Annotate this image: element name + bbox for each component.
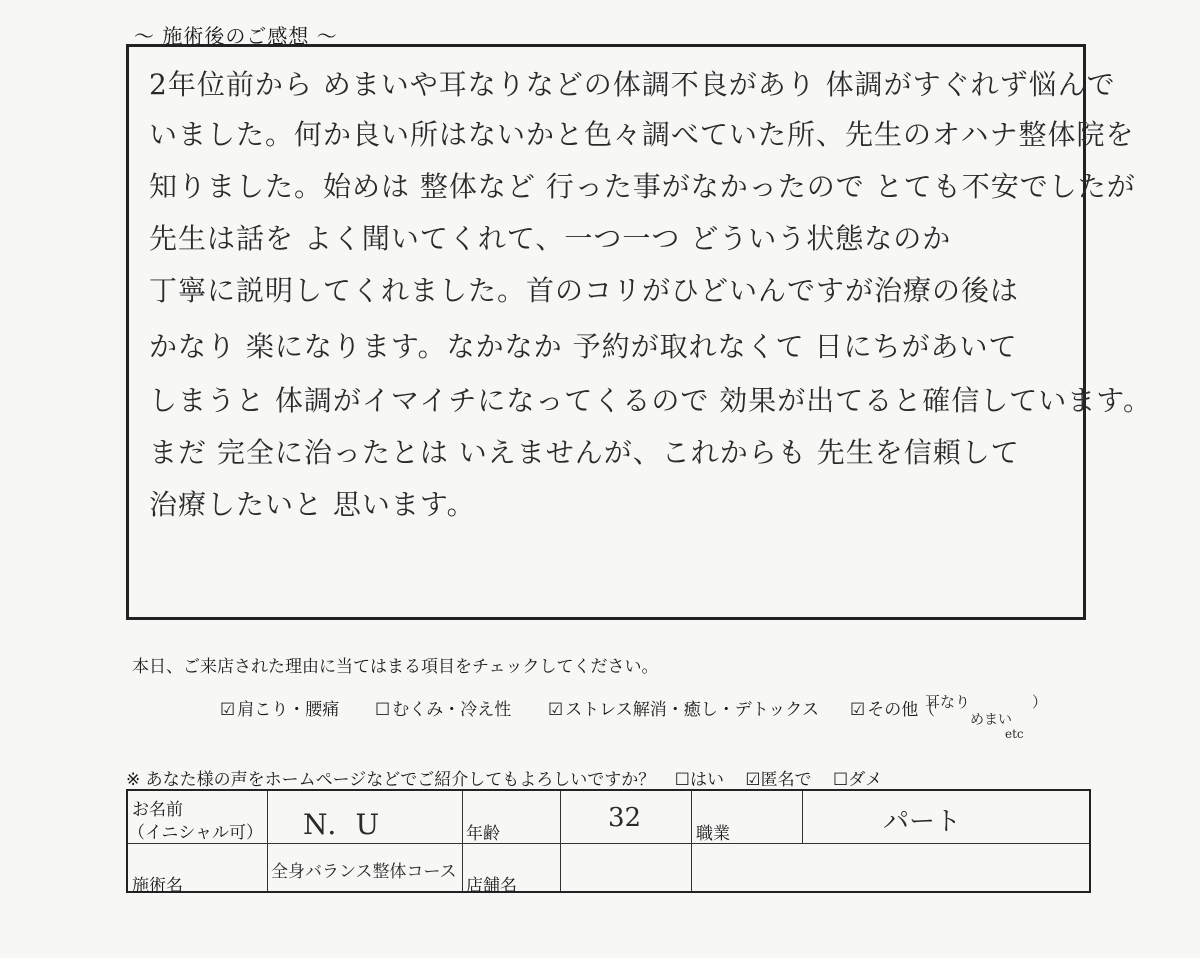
comment-line: いました。何か良い所はないかと色々調べていた所、先生のオハナ整体院を [149,118,1135,151]
name-value[interactable]: N．U [303,808,380,841]
treatment-value[interactable]: 全身バランス整体コース [271,862,457,882]
reason-prompt: 本日、ご来店された理由に当てはまる項目をチェックしてください。 [132,657,659,677]
checkbox-checked-icon[interactable]: ☑ [850,700,866,720]
treatment-label: 施術名 [132,876,183,896]
job-label: 職業 [696,824,730,844]
other-note: 耳なり [925,693,971,711]
consent-option-no[interactable] [833,770,882,790]
page-title: ～ 施術後のご感想 ～ [134,24,338,48]
reason-options [220,695,1160,755]
other-note-3: etc [1005,727,1024,741]
consent-option-label: 匿名で [760,770,812,790]
name-label: お名前 [132,800,183,820]
consent-option-label: ダメ [848,770,883,790]
checkbox-icon[interactable]: ☐ [375,700,391,720]
reason-option-label: その他（ [867,700,936,720]
checkbox-checked-icon[interactable]: ☑ [220,700,236,720]
reason-option-label: 肩こり・腰痛 [237,700,340,720]
other-note-2: めまい [970,712,1012,728]
other-close: ） [1032,693,1048,711]
consent-option-anonymous[interactable] [745,770,811,790]
reason-option-other[interactable] [850,695,935,720]
comment-line: まだ 完全に治ったとは いえませんが、これからも 先生を信頼して [149,436,1020,469]
comment-line: 先生は話を よく聞いてくれて、一つ一つ どういう状態なのか [149,222,952,255]
comment-line: 丁寧に説明してくれました。首のコリがひどいんですが治療の後は [149,274,1020,307]
job-value[interactable]: パート [883,807,962,837]
comment-box [126,44,1153,620]
row-divider [128,843,1089,844]
store-label: 店舗名 [466,876,517,896]
reason-option-stress[interactable] [548,695,819,720]
checkbox-icon[interactable]: ☐ [674,770,690,790]
reason-option-swelling[interactable] [375,695,511,720]
consent-option-label: はい [689,770,724,790]
comment-line: 知りました。始めは 整体など 行った事がなかったので とても不安でしたが [149,170,1136,203]
comment-line: しまうと 体調がイマイチになってくるので 効果が出てると確信しています。 [149,384,1153,417]
reason-option-label: むくみ・冷え性 [392,700,512,720]
age-label: 年齢 [466,824,500,844]
comment-line: 2年位前から めまいや耳なりなどの体調不良があり 体調がすぐれず悩んで [149,68,1116,101]
consent-option-yes[interactable] [675,770,724,790]
reason-option-shoulder[interactable] [220,695,339,720]
column-divider [802,791,803,843]
consent-row [126,765,882,790]
age-value[interactable]: 32 [608,803,642,833]
checkbox-checked-icon[interactable]: ☑ [548,700,564,720]
info-table [126,789,1091,896]
consent-question: ※ あなた様の声をホームページなどでご紹介してもよろしいですか？ [126,770,656,790]
comment-line: かなり 楽になります。なかなか 予約が取れなくて 日にちがあいて [149,330,1018,363]
column-divider [267,791,268,891]
name-sublabel: （イニシャル可） [128,823,263,843]
checkbox-checked-icon[interactable]: ☑ [745,770,761,790]
comment-line: 治療したいと 思います。 [149,488,476,521]
checkbox-icon[interactable]: ☐ [833,770,849,790]
column-divider [691,791,692,891]
reason-option-label: ストレス解消・癒し・デトックス [565,700,820,720]
column-divider [462,791,463,891]
column-divider [560,791,561,891]
